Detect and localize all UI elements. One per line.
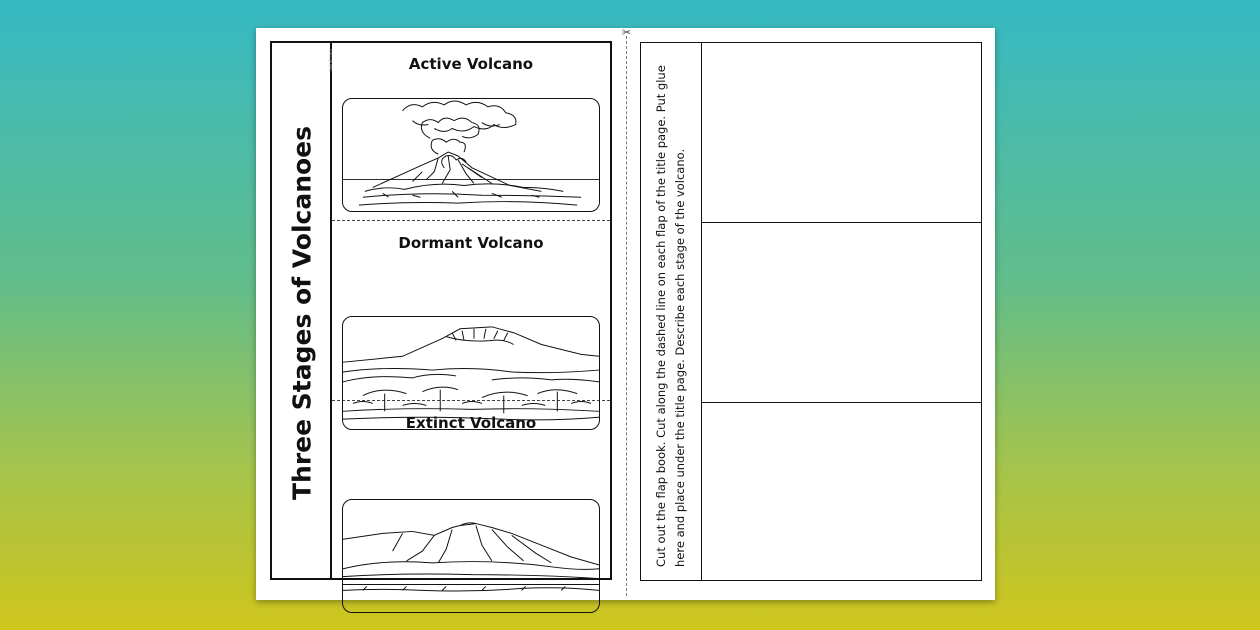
scissor-icon: ✂ — [622, 26, 632, 39]
section-title-active: Active Volcano — [408, 55, 534, 73]
worksheet-page — [256, 28, 995, 600]
notes-panel — [640, 42, 982, 581]
extinct-volcano-illustration — [342, 499, 600, 613]
answer-box-active[interactable] — [702, 43, 981, 223]
credit-text: twinkl.com — [328, 49, 333, 71]
flap-extinct-volcano — [332, 401, 610, 578]
answer-box-dormant[interactable] — [702, 223, 981, 403]
fold-cut-line — [626, 36, 627, 596]
title-spine — [272, 43, 332, 578]
flap-dormant-volcano — [332, 221, 610, 401]
page-title: Three Stages of Volcanoes — [287, 125, 317, 501]
flap-active-volcano — [332, 43, 610, 221]
title-flap — [270, 41, 612, 580]
active-volcano-illustration — [342, 98, 600, 212]
section-title-dormant: Dormant Volcano — [398, 234, 544, 252]
instructions-text: Cut out the flap book. Cut along the dashed line on each flap of the title page. Put glue here and place under the title page. Describe each stage of the volcano. — [654, 65, 687, 567]
section-title-extinct: Extinct Volcano — [405, 414, 537, 432]
answer-box-extinct[interactable] — [702, 403, 981, 579]
glue-instructions-column — [641, 43, 702, 580]
